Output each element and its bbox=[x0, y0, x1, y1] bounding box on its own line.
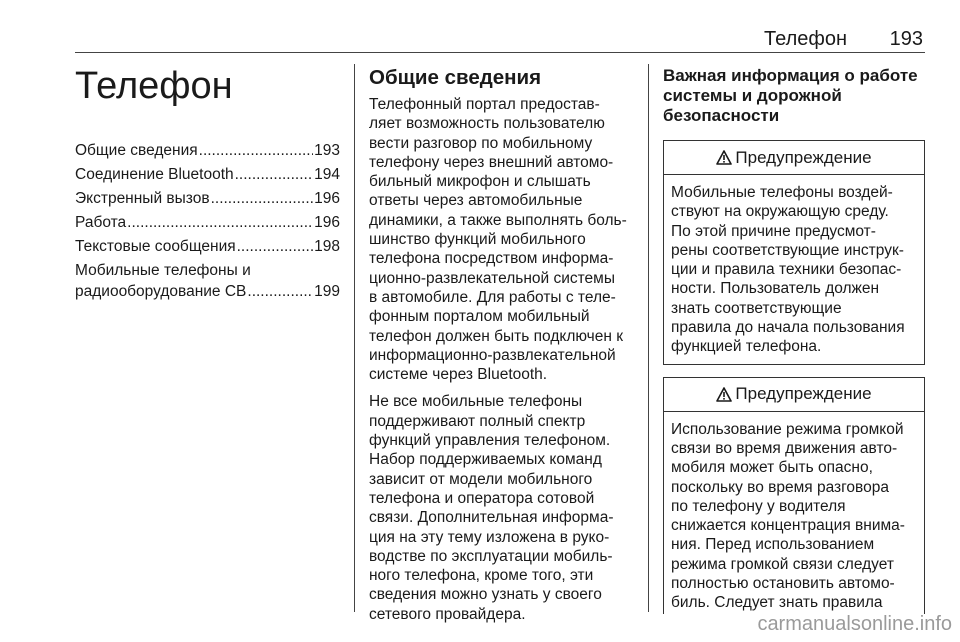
warning-heading: Предупреждение bbox=[735, 384, 872, 404]
chapter-column bbox=[75, 66, 340, 305]
running-title: Телефон bbox=[764, 28, 847, 50]
page-header bbox=[75, 28, 925, 53]
toc-leader-dots bbox=[237, 236, 314, 257]
toc-item-page: 196 bbox=[314, 214, 340, 231]
warning-triangle-icon bbox=[716, 387, 732, 402]
warning-heading: Предупреждение bbox=[735, 147, 872, 167]
chapter-title: Телефон bbox=[75, 65, 233, 107]
general-info-column bbox=[369, 66, 634, 632]
warning-box bbox=[663, 377, 925, 614]
toc-item-page: 193 bbox=[314, 142, 340, 159]
table-of-contents bbox=[75, 140, 340, 302]
toc-item-emergency-call[interactable] bbox=[75, 188, 340, 209]
toc-item-label: Соединение Bluetooth bbox=[75, 166, 234, 183]
toc-item-label: Общие сведения bbox=[75, 142, 198, 159]
toc-item-page: 196 bbox=[314, 190, 340, 207]
toc-item-bluetooth[interactable] bbox=[75, 164, 340, 185]
toc-item-page: 199 bbox=[314, 283, 340, 300]
toc-item-label: радиооборудование CB bbox=[75, 283, 247, 300]
toc-item-page: 198 bbox=[314, 238, 340, 255]
warning-header bbox=[664, 141, 924, 175]
warning-text: Использование режима громкой связи во время движения авто- мобиля может быть опасно, поскольку во время разговора по телефону у водителя снижается концентрация внима- ния. Перед использованием режима громкой связи следует полностью остановить автомо- биль. Следует знать правила bbox=[671, 420, 905, 612]
toc-item-cb-radio[interactable] bbox=[75, 260, 340, 302]
toc-leader-dots bbox=[211, 188, 314, 209]
column-divider-1 bbox=[354, 64, 355, 612]
toc-item-general[interactable] bbox=[75, 140, 340, 161]
toc-leader-dots bbox=[235, 164, 314, 185]
paragraph-intro: Телефонный портал предостав- ляет возможность пользователю вести разговор по мобильному телефону через внешний автомо- бильный микрофон и слышать ответы через автомобильные динамики, а также выполнять боль- шинство функций мобильного телефона посредством информа- ционно-развлекательной системы в автомобиле. Для работы с теле- фонным порталом мобильный телефон должен быть подключен к информационно-развлекательной системе через Bluetooth. bbox=[369, 96, 627, 384]
toc-item-label: Работа bbox=[75, 214, 127, 231]
warning-triangle-icon bbox=[716, 150, 732, 165]
paragraph-compatibility: Не все мобильные телефоны поддерживают полный спектр функций управления телефоном. Набор поддерживаемых команд зависит от модели мобильного телефона и оператора сотовой связи. Дополнительная информа- ция на эту тему изложена в руко- водстве по эксплуатации мобиль- ного телефона, кроме того, эти сведения можно узнать у своего сетевого провайдера. bbox=[369, 393, 614, 623]
toc-item-label: Текстовые сообщения bbox=[75, 238, 236, 255]
watermark: carmanualsonline.info bbox=[757, 613, 952, 635]
toc-item-text-messages[interactable] bbox=[75, 236, 340, 257]
section-title-general: Общие сведения bbox=[369, 66, 542, 89]
toc-leader-dots bbox=[247, 281, 313, 302]
toc-item-line2 bbox=[75, 281, 340, 302]
toc-leader-dots bbox=[127, 212, 313, 233]
section-title-safety: Важная информация о работе системы и дорожной безопасности bbox=[663, 66, 918, 125]
toc-item-operation[interactable] bbox=[75, 212, 340, 233]
page-number: 193 bbox=[889, 28, 923, 50]
warning-box bbox=[663, 140, 925, 365]
toc-item-page: 194 bbox=[314, 166, 340, 183]
toc-item-label-line1: Мобильные телефоны и bbox=[75, 262, 251, 279]
safety-column bbox=[663, 66, 925, 614]
toc-leader-dots bbox=[199, 140, 313, 161]
toc-item-label: Экстренный вызов bbox=[75, 190, 210, 207]
warning-header bbox=[664, 378, 924, 412]
warning-text: Мобильные телефоны воздей- ствуют на окружающую среду. По этой причине предусмот- рены соответствующие инструк- ции и правила техники безопас- ности. Пользователь должен знать соответствующие правила до начала пользования функцией телефона. bbox=[671, 184, 905, 356]
column-divider-2 bbox=[648, 64, 649, 612]
